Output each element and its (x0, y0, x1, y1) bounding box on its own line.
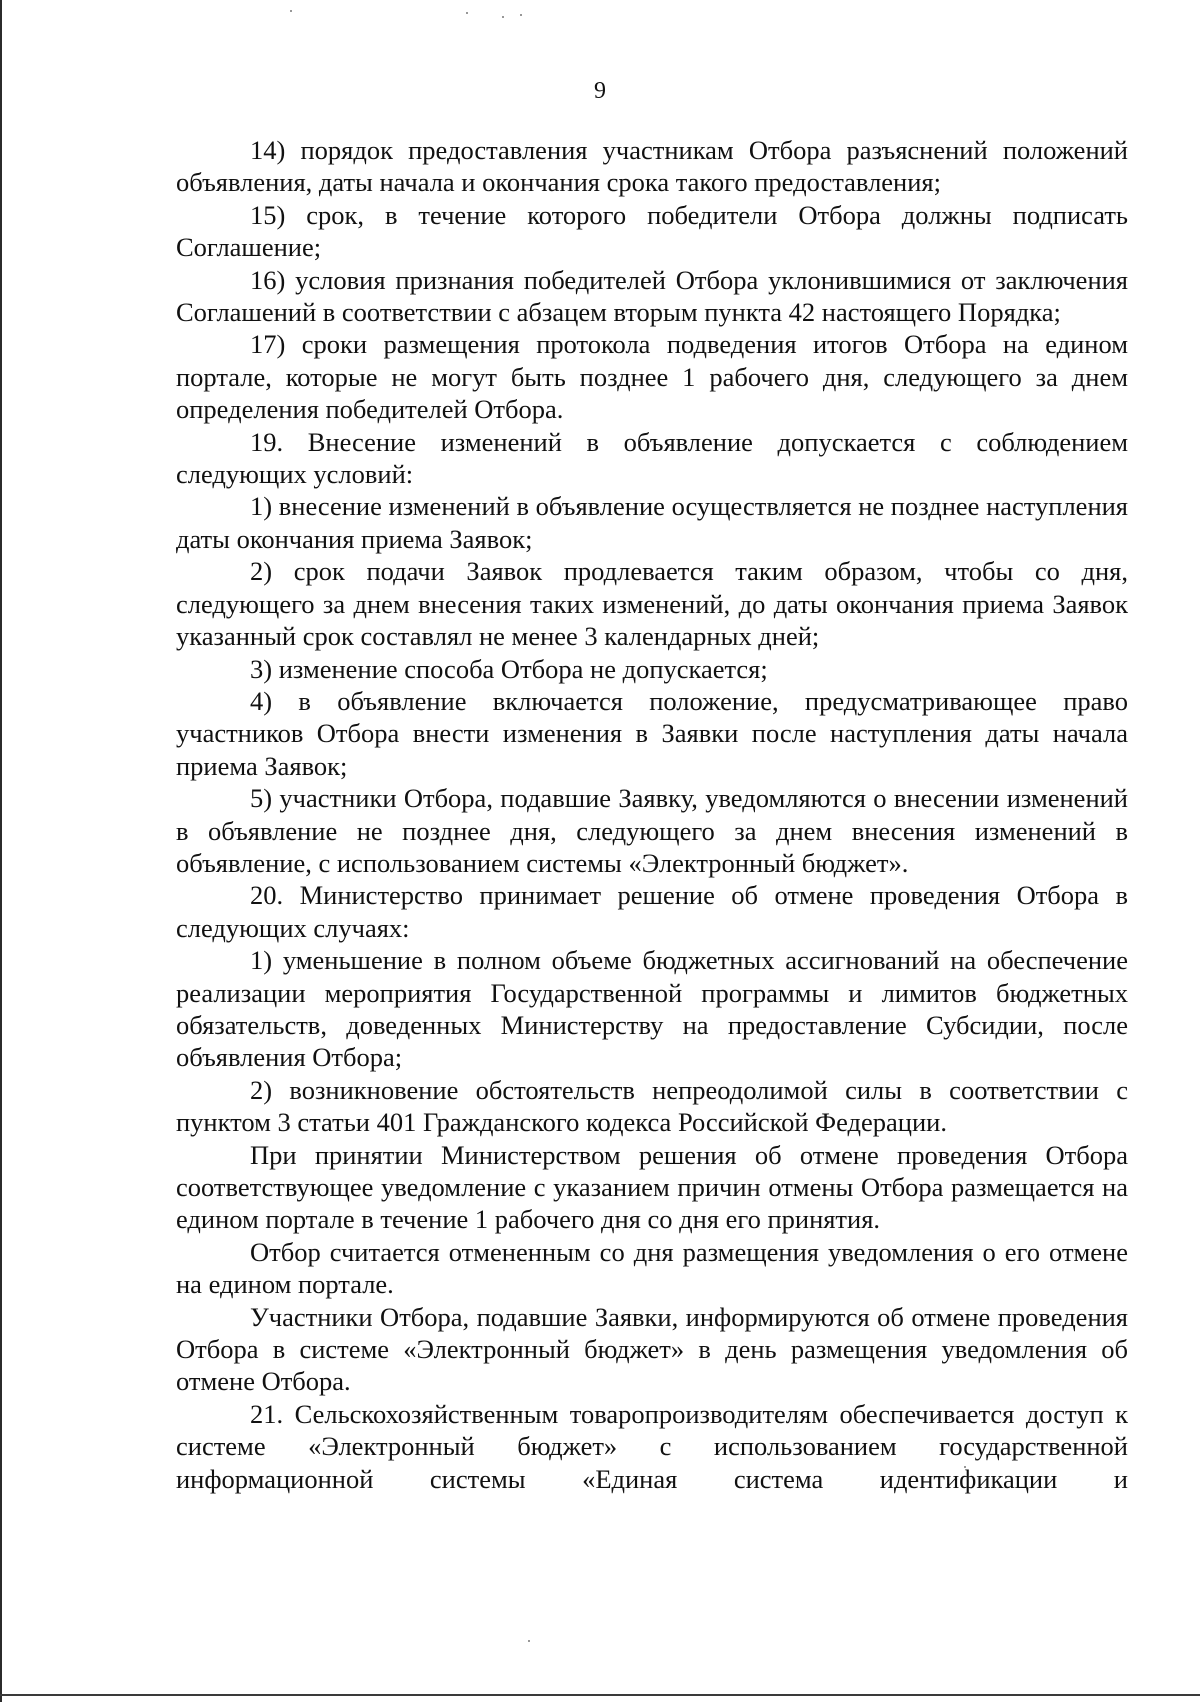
scan-left-edge (0, 0, 2, 1702)
scan-speck (520, 14, 522, 16)
paragraph: 20. Министерство принимает решение об отмене проведения Отбора в следующих случаях: (176, 880, 1128, 943)
paragraph: 17) сроки размещения протокола подведения итогов Отбора на едином портале, которые не могут быть позднее 1 рабочего дня, следующего за днем определения победителей Отбора. (176, 329, 1128, 425)
scan-bottom-edge (0, 1694, 1200, 1696)
paragraph: 16) условия признания победителей Отбора уклонившимися от заключения Соглашений в соответствии с абзацем вторым пункта 42 настоящего Порядка; (176, 264, 1128, 328)
paragraph: Отбор считается отмененным со дня размещения уведомления о его отмене на едином портале. (176, 1236, 1128, 1300)
paragraph: 1) внесение изменений в объявление осуществляется не позднее наступления даты окончания приема Заявок; (176, 491, 1128, 554)
scan-speck (466, 12, 468, 14)
page-number: 9 (594, 78, 606, 104)
scan-speck (528, 1640, 530, 1642)
paragraph: 14) порядок предоставления участникам Отбора разъяснений положений объявления, даты начала и окончания срока такого предоставления; (176, 135, 1128, 198)
paragraph: 2) срок подачи Заявок продлевается таким образом, чтобы со дня, следующего за днем внесения таких изменений, до даты окончания приема Заявок указанный срок составлял не менее 3 календарных дней; (176, 556, 1128, 652)
paragraph: Участники Отбора, подавшие Заявки, информируются об отмене проведения Отбора в системе «Электронный бюджет» в день размещения уведомления об отмене Отбора. (176, 1301, 1128, 1397)
scan-speck (290, 10, 292, 12)
scan-speck (502, 16, 504, 18)
paragraph: 15) срок, в течение которого победители Отбора должны подписать Соглашение; (176, 199, 1128, 263)
paragraph: 3) изменение способа Отбора не допускается; (250, 653, 768, 684)
paragraph: 21. Сельскохозяйственным товаропроизводителям обеспечивается доступ к системе «Электронный бюджет» с использованием государственной информационной системы «Единая система идентификации и (176, 1398, 1128, 1494)
paragraph: При принятии Министерством решения об отмене проведения Отбора соответствующее уведомление с указанием причин отмены Отбора размещается на едином портале в течение 1 рабочего дня со дня его принятия. (176, 1139, 1128, 1235)
paragraph: 1) уменьшение в полном объеме бюджетных ассигнований на обеспечение реализации мероприятия Государственной программы и лимитов бюджетных обязательств, доведенных Министерству на предоставление Субсидии, после объявления Отбора; (176, 945, 1128, 1073)
paragraph: 4) в объявление включается положение, предусматривающее право участников Отбора внести изменения в Заявки после наступления даты начала приема Заявок; (176, 685, 1128, 781)
paragraph: 5) участники Отбора, подавшие Заявку, уведомляются о внесении изменений в объявление не позднее дня, следующего за днем внесения изменений в объявление, с использованием системы «Электронный бюджет». (176, 783, 1128, 878)
document-body (176, 134, 1128, 1495)
paragraph: 2) возникновение обстоятельств непреодолимой силы в соответствии с пунктом 3 статьи 401 Гражданского кодекса Российской Федерации. (176, 1074, 1128, 1138)
paragraph: 19. Внесение изменений в объявление допускается с соблюдением следующих условий: (176, 426, 1128, 490)
